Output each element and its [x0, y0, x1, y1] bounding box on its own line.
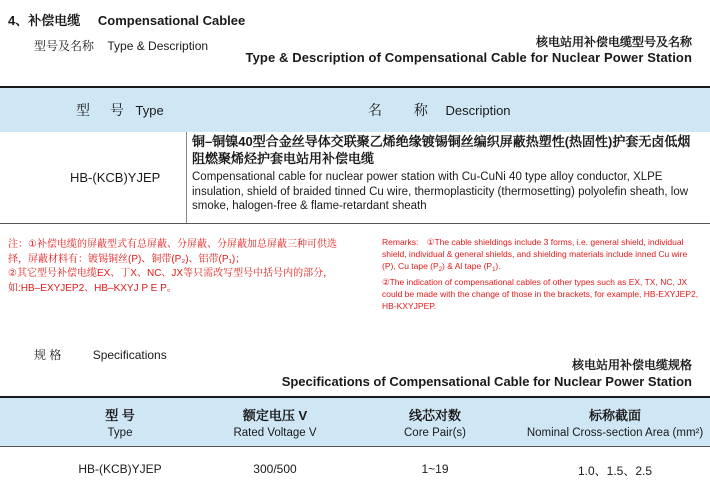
subtitle-cn: 型号及名称 [34, 39, 95, 53]
header-desc-en: Description [445, 103, 511, 118]
table2-cell-cross-section: 1.0、1.5、2.5 [577, 464, 653, 478]
header-type-en: Type [135, 103, 164, 118]
section-title [8, 10, 245, 29]
table2-cell-type: HB-(KCB)YJEP [78, 462, 162, 476]
specifications-title [34, 346, 167, 363]
note-cn-line: 注：①补偿电缆的屏蔽型式有总屏蔽、分屏蔽、分屏蔽加总屏蔽三种可供选 [8, 239, 337, 250]
table2-header-cross-section: 标称截面 Nominal Cross-section Area (mm²) [526, 408, 704, 439]
table1-header-type [76, 100, 164, 120]
note-cn-line: ②其它型号补偿电缆EX、丁X、NC、JX等只需改写型号中括号内的部分， [8, 268, 334, 279]
notes-en [382, 236, 700, 312]
table1-description-cn: 铜–铜镍40型合金丝导体交联聚乙烯绝缘镀锡铜丝编织屏蔽热塑性(热固性)护套无卤低烟阻燃聚烯烃护套电站用补偿电缆 [192, 134, 691, 166]
table2-header-voltage: 额定电压 V Rated Voltage V [233, 408, 317, 439]
notes-cn [8, 238, 373, 296]
subtitle-en: Type & Description [107, 39, 209, 53]
table2-cell-voltage: 300/500 [253, 462, 297, 476]
table1-bottom-rule [0, 223, 710, 224]
table1-header-description [368, 100, 511, 120]
section-title-en: Compensational Cablee [97, 13, 246, 28]
table2-header-type: 型 号 Type [105, 408, 135, 439]
table2-header-rule [0, 446, 710, 447]
spec-title-cn: 规 格 [34, 348, 62, 362]
type-description-subtitle [34, 37, 208, 54]
table2-title-en: Specifications of Compensational Cable for Nuclear Power Station [281, 374, 692, 389]
table1-column-divider [186, 132, 187, 223]
table2-cell-core-pairs: 1~19 [421, 462, 449, 476]
spec-title-en: Specifications [92, 348, 167, 362]
table2-title-cn: 核电站用补偿电缆规格 [571, 358, 692, 372]
table1-title-cn: 核电站用补偿电缆型号及名称 [535, 35, 692, 49]
table1-title-en: Type & Description of Compensational Cable for Nuclear Power Station [245, 50, 692, 65]
note-cn-line: 如:HB–EXYJEP2、HB–KXYJ P E P。 [8, 282, 177, 294]
note-en-remark-2: ②The indication of compensational cables of other types such as EX, TX, NC, JX could be made with the change of those in the brackets, for example, HB-EXYJEP2, HB-KXYJPEP. [382, 277, 699, 311]
table1-description-en: Compensational cable for nuclear power station with Cu-CuNi 40 type alloy conductor, XLPE insulation, shield of braided tinned Cu wire, thermoplasticity (thermosetting) polyolefin sheath, low smoke, halogen-free & flame-retardant sheath [192, 171, 689, 212]
header-desc-cn: 名 称 [368, 102, 442, 118]
note-cn-line: 择，屏蔽材料有：镀锡铜丝(P)、铜带(P₂)、铝带(P₁)； [8, 253, 246, 265]
note-en-remark-1: Remarks: ①The cable shieldings include 3 forms, i.e. general shield, individual shield, individual & general shields, and shielding materials include inned Cu wire (P), Cu tape $(P_2)$ & Al tape $(P_1)$. [382, 237, 688, 273]
header-type-cn: 型 号 [76, 102, 132, 118]
table1-model-cell: HB-(KCB)YJEP [70, 170, 161, 185]
table2-header-core-pairs: 线芯对数 Core Pair(s) [404, 408, 466, 439]
section-number-label: 4、补偿电缆 [8, 13, 81, 28]
